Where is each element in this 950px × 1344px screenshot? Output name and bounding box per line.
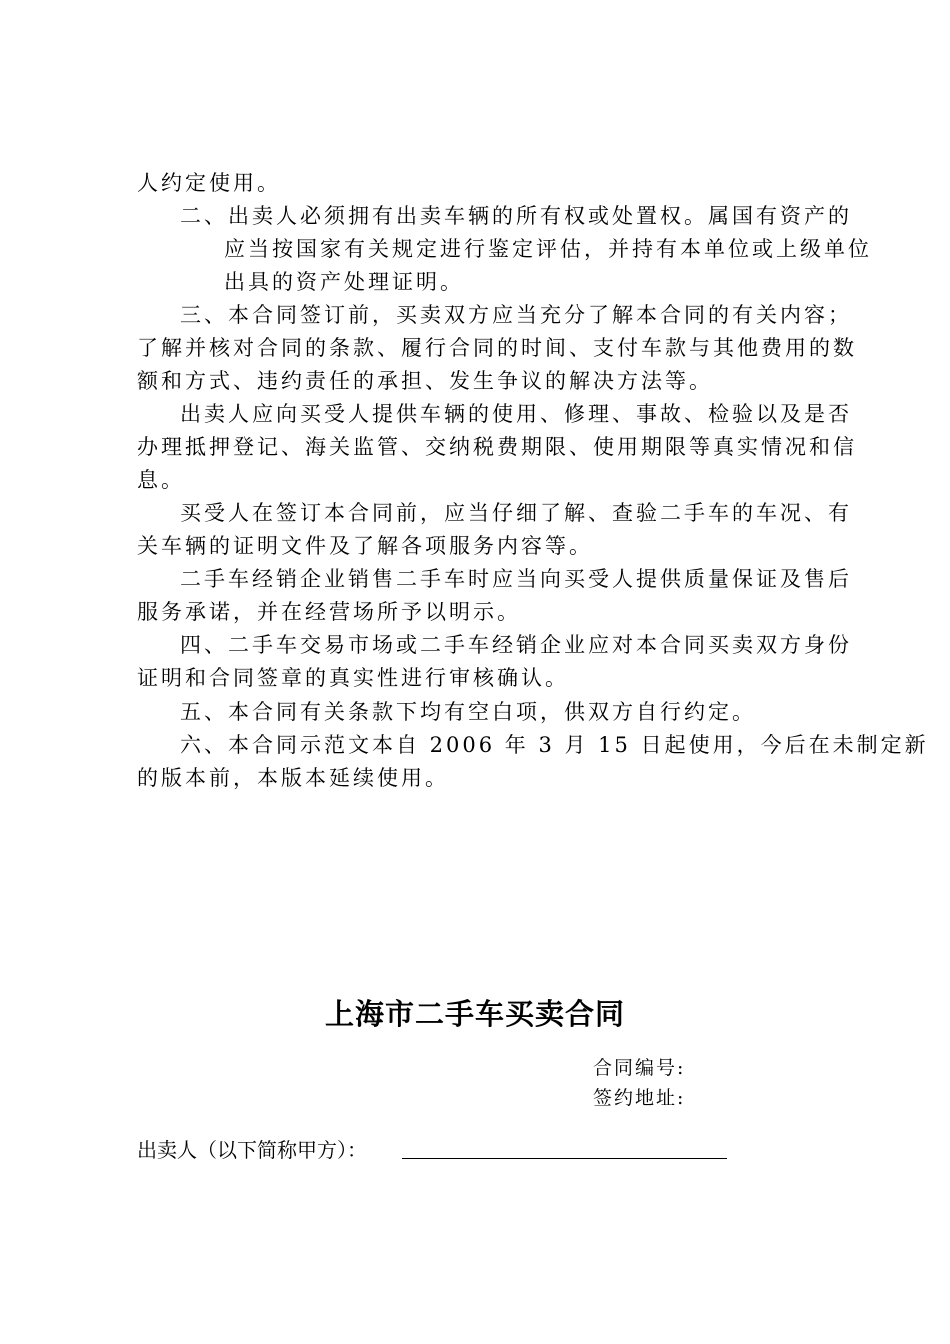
body-line: 二手车经销企业销售二手车时应当向买受人提供质量保证及售后 <box>180 567 852 591</box>
body-line: 了解并核对合同的条款、履行合同的时间、支付车款与其他费用的数 <box>137 336 857 360</box>
seller-fill-line[interactable] <box>402 1158 727 1159</box>
body-line: 五、本合同有关条款下均有空白项，供双方自行约定。 <box>180 700 756 724</box>
body-line: 人约定使用。 <box>137 171 281 195</box>
signing-location-label: 签约地址: <box>593 1087 686 1109</box>
body-line: 的版本前，本版本延续使用。 <box>137 766 449 790</box>
contract-title: 上海市二手车买卖合同 <box>324 997 625 1031</box>
body-line: 四、二手车交易市场或二手车经销企业应对本合同买卖双方身份 <box>180 633 852 657</box>
body-line: 三、本合同签订前，买卖双方应当充分了解本合同的有关内容； <box>180 303 852 327</box>
body-line: 服务承诺，并在经营场所予以明示。 <box>137 600 521 624</box>
body-line: 出卖人应向买受人提供车辆的使用、修理、事故、检验以及是否 <box>180 402 852 426</box>
body-line: 应当按国家有关规定进行鉴定评估，并持有本单位或上级单位 <box>224 237 872 261</box>
body-line: 二、出卖人必须拥有出卖车辆的所有权或处置权。属国有资产的 <box>180 204 852 228</box>
contract-number-label: 合同编号: <box>593 1057 686 1079</box>
body-line: 关车辆的证明文件及了解各项服务内容等。 <box>137 534 593 558</box>
body-line: 额和方式、违约责任的承担、发生争议的解决方法等。 <box>137 369 713 393</box>
body-line: 息。 <box>137 468 185 492</box>
seller-label: 出卖人（以下简称甲方）： <box>137 1138 367 1162</box>
body-line: 出具的资产处理证明。 <box>224 270 464 294</box>
body-line: 办理抵押登记、海关监管、交纳税费期限、使用期限等真实情况和信 <box>137 435 857 459</box>
body-line: 证明和合同签章的真实性进行审核确认。 <box>137 666 569 690</box>
body-line: 买受人在签订本合同前，应当仔细了解、查验二手车的车况、有 <box>180 501 852 525</box>
body-line: 六、本合同示范文本自 2006 年 3 月 15 日起使用，今后在未制定新 <box>180 733 929 757</box>
